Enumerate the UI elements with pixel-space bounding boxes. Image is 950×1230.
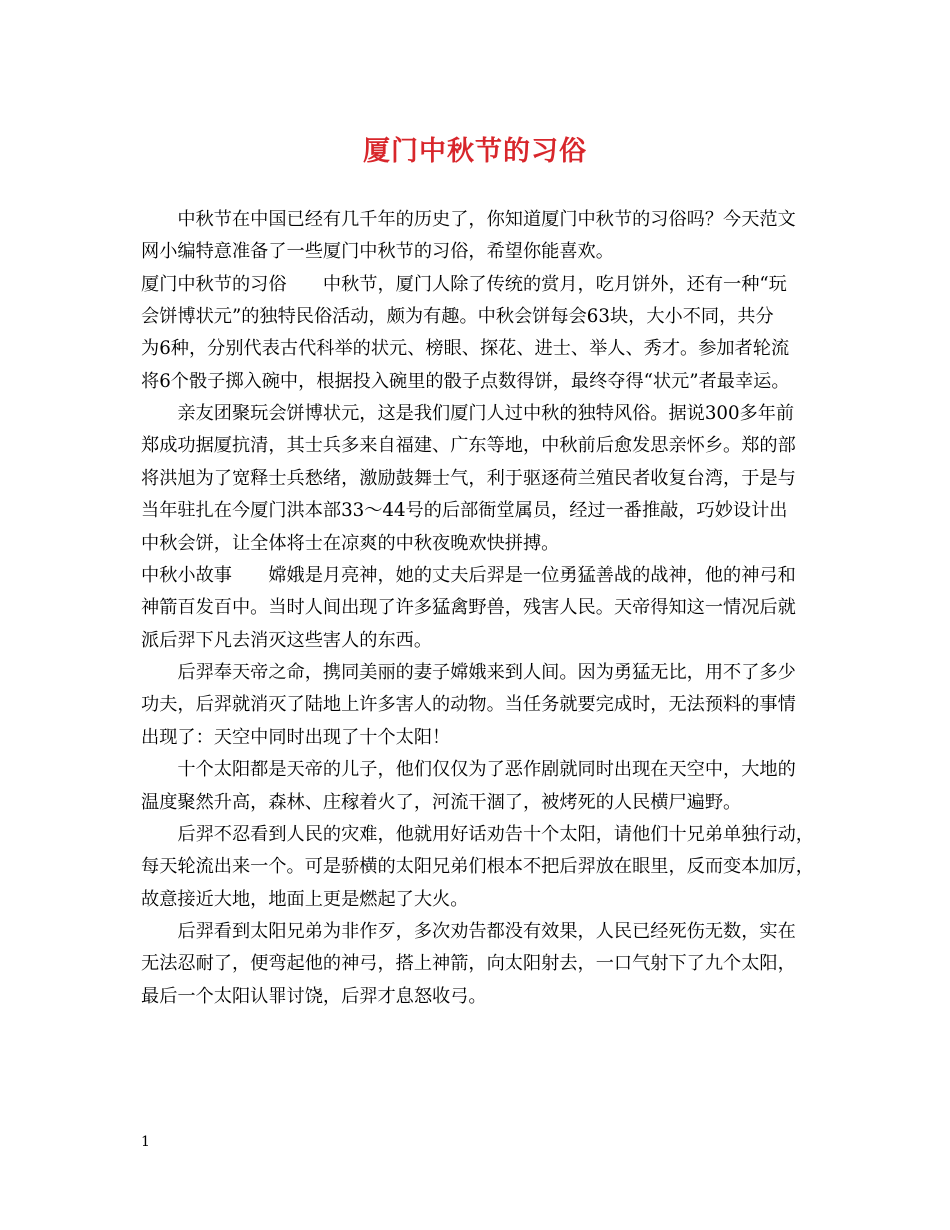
- text-line: 郑成功据厦抗清，其士兵多来自福建、广东等地，中秋前后愈发思亲怀乡。郑的部: [141, 435, 796, 456]
- text-line: 为6种，分别代表古代科举的状元、榜眼、探花、进士、举人、秀才。参加者轮流: [141, 338, 790, 359]
- text-line: 温度聚然升高，森林、庄稼着火了，河流干涸了，被烤死的人民横尸遍野。: [141, 792, 742, 813]
- text-line: 将洪旭为了宽释士兵愁绪，激励鼓舞士气，利于驱逐荷兰殖民者收复台湾，于是与: [141, 468, 796, 489]
- text-line: 亲友团聚玩会饼博状元，这是我们厦门人过中秋的独特风俗。据说300多年前: [141, 403, 795, 424]
- page-title: 厦门中秋节的习俗: [363, 136, 587, 167]
- text-line: 后羿不忍看到人民的灾难，他就用好话劝告十个太阳，请他们十兄弟单独行动，: [141, 824, 814, 845]
- text-line: 十个太阳都是天帝的儿子，他们仅仅为了恶作剧就同时出现在天空中，大地的: [141, 759, 796, 780]
- text-line: 功夫，后羿就消灭了陆地上许多害人的动物。当任务就要完成时，无法预料的事情: [141, 694, 796, 715]
- text-line: 后羿看到太阳兄弟为非作歹，多次劝告都没有效果，人民已经死伤无数，实在: [141, 921, 796, 942]
- text-line: 当年驻扎在今厦门洪本部33～44号的后部衙堂属员，经过一番推敲，巧妙设计出: [141, 500, 788, 521]
- text-line: 中秋会饼，让全体将士在凉爽的中秋夜晚欢快拼搏。: [141, 533, 560, 554]
- text-line: 中秋小故事 嫦娥是月亮神，她的丈夫后羿是一位勇猛善战的战神，他的神弓和: [141, 565, 796, 586]
- text-line: 将6个骰子掷入碗中，根据投入碗里的骰子点数得饼，最终夺得“状元”者最幸运。: [141, 371, 790, 392]
- text-line: 每天轮流出来一个。可是骄横的太阳兄弟们根本不把后羿放在眼里，反而变本加厉，: [141, 856, 814, 877]
- text-line: 神箭百发百中。当时人间出现了许多猛禽野兽，残害人民。天帝得知这一情况后就: [141, 597, 796, 618]
- text-line: 中秋节在中国已经有几千年的历史了，你知道厦门中秋节的习俗吗？今天范文: [141, 209, 796, 230]
- text-line: 厦门中秋节的习俗 中秋节，厦门人除了传统的赏月，吃月饼外，还有一种“玩: [141, 274, 787, 295]
- text-line: 网小编特意准备了一些厦门中秋节的习俗，希望你能喜欢。: [141, 241, 614, 262]
- text-line: 故意接近大地，地面上更是燃起了大火。: [141, 889, 469, 910]
- text-line: 出现了：天空中同时出现了十个太阳！: [141, 727, 451, 748]
- text-line: 派后羿下凡去消灭这些害人的东西。: [141, 630, 433, 651]
- text-line: 会饼博状元”的独特民俗活动，颇为有趣。中秋会饼每会63块，大小不同，共分: [141, 306, 774, 327]
- text-line: 最后一个太阳认罪讨饶，后羿才息怒收弓。: [141, 986, 487, 1007]
- text-line: 后羿奉天帝之命，携同美丽的妻子嫦娥来到人间。因为勇猛无比，用不了多少: [141, 662, 796, 683]
- page-number: 1: [141, 1134, 150, 1150]
- text-line: 无法忍耐了，便弯起他的神弓，搭上神箭，向太阳射去，一口气射下了九个太阳，: [141, 953, 796, 974]
